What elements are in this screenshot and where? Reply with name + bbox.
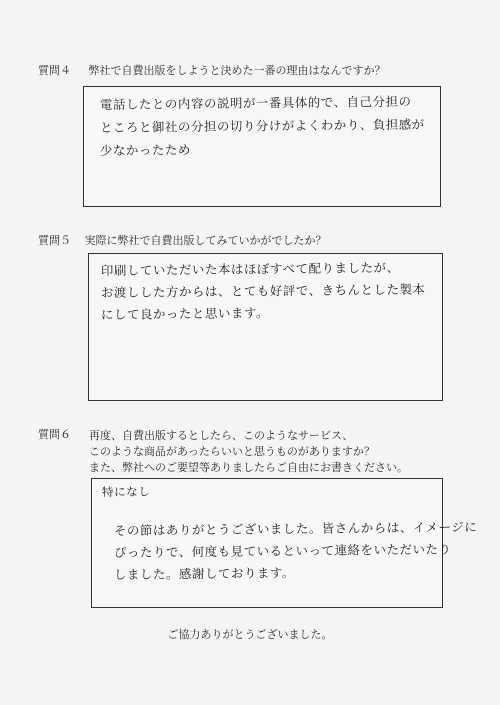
answer-6-line-1: 特になし (101, 484, 151, 499)
answer-5-line-3: にして良かったと思います。 (100, 305, 269, 322)
answer-6-line-4: しました。感謝しております。 (113, 565, 295, 582)
answer-4-line-3: 少なかったため (99, 142, 192, 158)
question-6-line-3: また、弊社へのご要望等ありましたらご自由にお書きください。 (89, 461, 408, 474)
answer-6-line-3: ぴったりで、何度も見ているといって連絡をいただいたり (113, 541, 452, 560)
answer-box-4 (83, 86, 441, 207)
question-6-text (89, 428, 408, 476)
question-4-label (38, 64, 386, 78)
question-4-text: 弊社で自費出版をしようと決めた一番の理由はなんですか？ (88, 64, 386, 77)
answer-box-6 (91, 478, 478, 608)
answer-4-line-1: 電話したとの内容の説明が一番具体的で、自己分担の (99, 93, 412, 112)
thanks-footer: ご協力ありがとうございました。 (167, 628, 333, 641)
question-6-line-1: 再度、自費出版するとしたら、このようなサービス、 (89, 429, 354, 442)
question-5-text: 実際に弊社で自費出版してみていかがでしたか？ (84, 234, 327, 247)
question-6-number: 質問６ (38, 428, 71, 441)
answer-box-5 (88, 253, 443, 401)
answer-5-line-1: 印刷していただいた本はほぼすべて配りましたが、 (100, 259, 400, 278)
answer-5-line-2: お渡しした方からは、とても好評で、きちんとした製本 (100, 281, 426, 300)
answer-6-line-2: その節はありがとうございました。皆さんからは、イメージに (113, 519, 478, 538)
question-4-number: 質問４ (38, 64, 71, 77)
question-5-number: 質問５ (38, 234, 71, 247)
answer-4-line-2: ところと御社の分担の切り分けがよくわかり、負担感が (99, 116, 425, 135)
question-6-line-2: このような商品があったらいいと思うものがありますか？ (89, 445, 375, 458)
question-5-label (38, 234, 327, 248)
